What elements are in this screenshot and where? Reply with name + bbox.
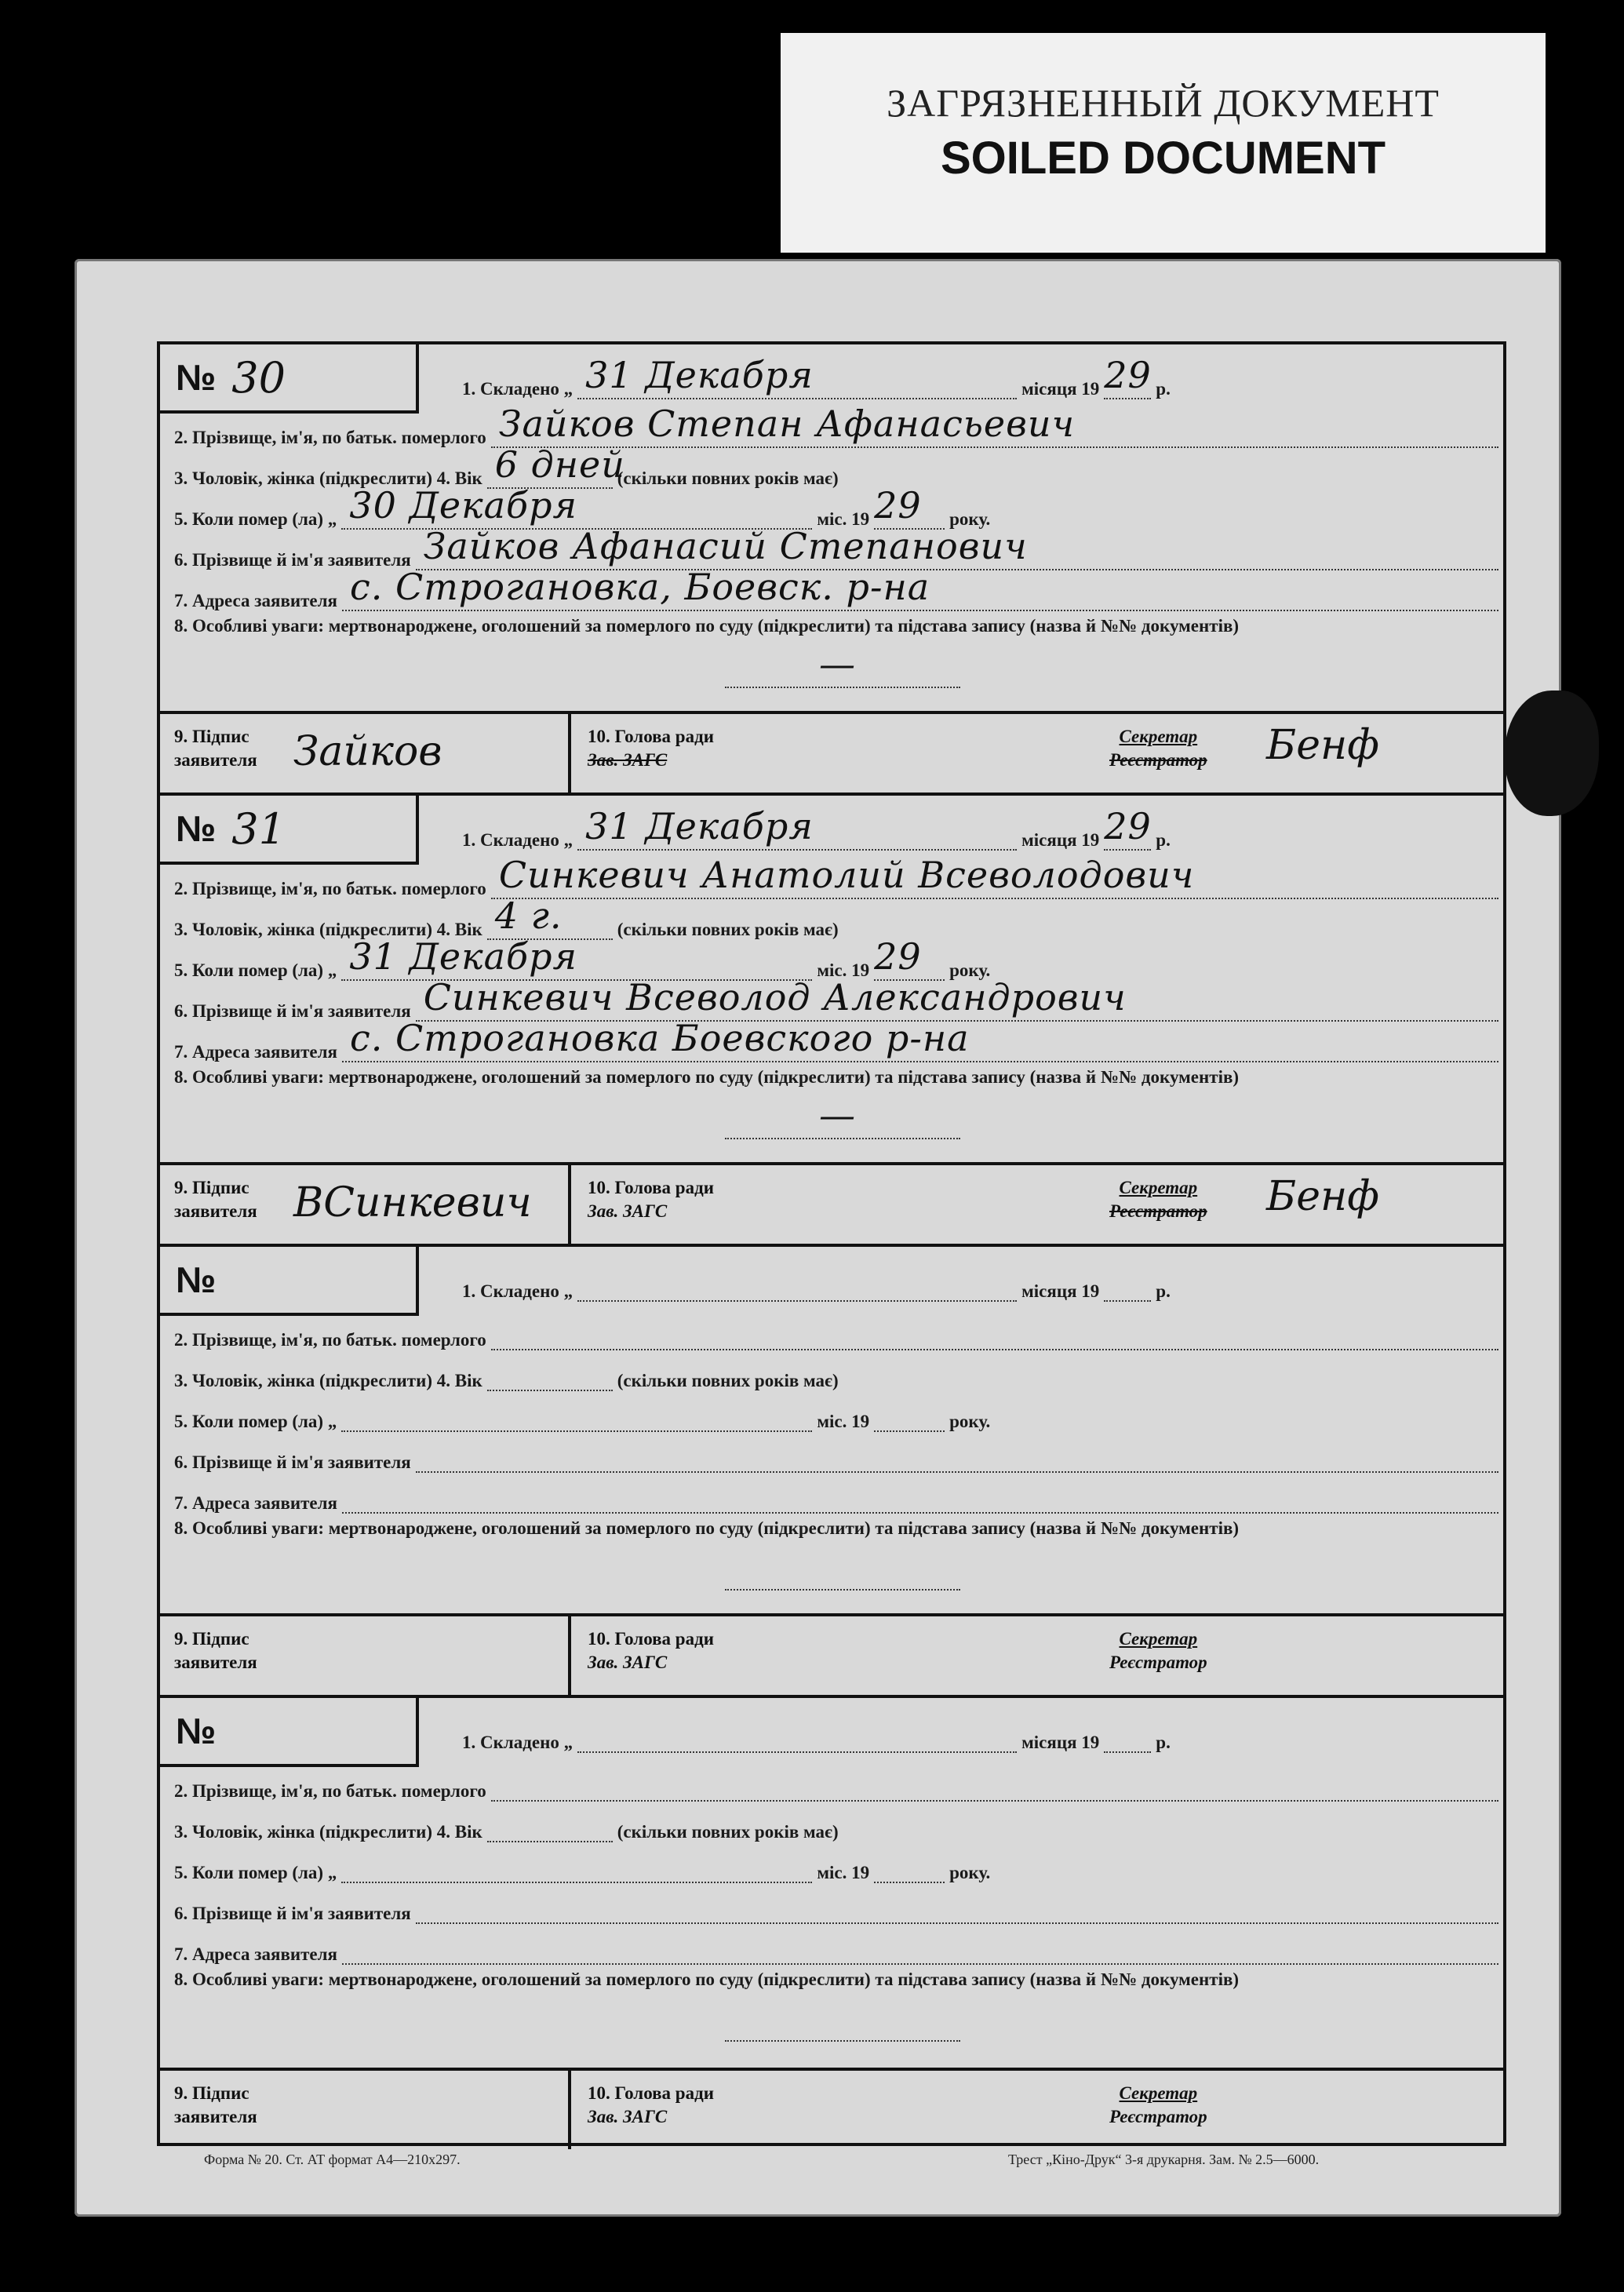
year-suffix: р. <box>1156 830 1171 850</box>
number-sign: № <box>176 357 217 398</box>
death-day: 30 Декабря <box>349 484 577 527</box>
ink-blot <box>1505 691 1599 816</box>
record-number-box <box>160 1698 419 1767</box>
deceased-name: Синкевич Анатолий Всеволодович <box>498 854 1195 896</box>
applicant-address-label: 7. Адреса заявителя <box>174 591 337 610</box>
record-number-box <box>160 344 419 414</box>
composed-day: 31 Декабря <box>585 354 814 396</box>
death-date-label: 5. Коли помер (ла) „ <box>174 509 337 529</box>
composed-year: 29 <box>1104 354 1152 396</box>
applicant-signature-label: 9. Підпис заявителя <box>174 1178 257 1221</box>
gender-age-label: 3. Чоловік, жінка (підкреслити) 4. Вік <box>174 920 482 939</box>
secretary-label: Секретар Реєстратор <box>1109 2083 1207 2126</box>
head-label: 10. Голова ради Зав. ЗАГС <box>588 2083 714 2126</box>
applicant-signature-label: 9. Підпис заявителя <box>174 2083 257 2126</box>
mis-label: міс. 19 <box>817 960 870 980</box>
notes-label: 8. Особливі уваги: мертвонароджене, оголошений за померлого по суду (підкреслити) та підстава запису (назва й №№ документів) <box>174 1518 1240 1538</box>
age-value: 6 дней <box>494 443 625 486</box>
mis-label: міс. 19 <box>817 509 870 529</box>
mis-label: міс. 19 <box>817 1863 870 1882</box>
stamp-text-en: SOILED DOCUMENT <box>940 133 1386 184</box>
head-label: 10. Голова ради Зав. ЗАГС <box>588 1178 714 1221</box>
footer-form-code: Форма № 20. Ст. АТ формат А4—210х297. <box>204 2152 461 2167</box>
applicant-signature-label: 9. Підпис заявителя <box>174 1629 257 1672</box>
signature-row <box>160 1613 1503 1695</box>
secretary-signature: Бенф <box>1266 722 1379 769</box>
applicant-signature-label: 9. Підпис заявителя <box>174 727 257 770</box>
head-label: 10. Голова ради Зав. ЗАГС <box>588 727 714 770</box>
composed-label: 1. Складено „ <box>462 830 573 850</box>
record-number-box <box>160 796 419 865</box>
full-years-label: (скільки повних років має) <box>617 920 839 939</box>
gender-age-label: 3. Чоловік, жінка (підкреслити) 4. Вік <box>174 468 482 488</box>
notes-label: 8. Особливі уваги: мертвонароджене, оголошений за померлого по суду (підкреслити) та підстава запису (назва й №№ документів) <box>174 1970 1240 1989</box>
death-year: 29 <box>874 935 922 978</box>
roku-label: року. <box>949 960 991 980</box>
death-date-label: 5. Коли помер (ла) „ <box>174 960 337 980</box>
applicant-address-label: 7. Адреса заявителя <box>174 1042 337 1062</box>
record-number: 30 <box>231 352 286 403</box>
notes-value: — <box>819 1094 856 1136</box>
death-record <box>160 1247 1503 1698</box>
register-form <box>157 341 1506 2146</box>
surname-label: 2. Прізвище, ім'я, по батьк. померлого <box>174 879 486 898</box>
soiled-document-stamp <box>781 33 1546 253</box>
gender-age-label: 3. Чоловік, жінка (підкреслити) 4. Вік <box>174 1371 482 1390</box>
surname-label: 2. Прізвище, ім'я, по батьк. померлого <box>174 1781 486 1801</box>
signature-row <box>160 2068 1503 2149</box>
month-label: місяця 19 <box>1021 1281 1100 1301</box>
notes-label: 8. Особливі уваги: мертвонароджене, оголошений за померлого по суду (підкреслити) та підстава запису (назва й №№ документів) <box>174 1067 1240 1087</box>
applicant-name: Зайков Афанасий Степанович <box>423 525 1028 567</box>
mis-label: міс. 19 <box>817 1412 870 1431</box>
death-date-label: 5. Коли помер (ла) „ <box>174 1863 337 1882</box>
surname-label: 2. Прізвище, ім'я, по батьк. померлого <box>174 428 486 447</box>
secretary-label: Секретар Реєстратор <box>1109 727 1207 770</box>
full-years-label: (скільки повних років має) <box>617 1371 839 1390</box>
signature-row <box>160 1162 1503 1244</box>
roku-label: року. <box>949 509 991 529</box>
applicant-name-label: 6. Прізвище й ім'я заявителя <box>174 550 411 570</box>
applicant-name: Синкевич Всеволод Александрович <box>423 976 1127 1018</box>
surname-label: 2. Прізвище, ім'я, по батьк. померлого <box>174 1330 486 1350</box>
death-record <box>160 1698 1503 2149</box>
applicant-signature: Зайков <box>293 728 442 775</box>
notes-label: 8. Особливі уваги: мертвонароджене, оголошений за померлого по суду (підкреслити) та підстава запису (назва й №№ документів) <box>174 616 1240 636</box>
record-number-box <box>160 1247 419 1316</box>
secretary-label: Секретар Реєстратор <box>1109 1629 1207 1672</box>
month-label: місяця 19 <box>1021 830 1100 850</box>
applicant-signature: ВСинкевич <box>293 1179 532 1226</box>
death-record <box>160 796 1503 1247</box>
footer-printer: Трест „Кіно-Друк“ 3-я друкарня. Зам. № 2.5—6000. <box>1008 2152 1320 2167</box>
applicant-name-label: 6. Прізвище й ім'я заявителя <box>174 1904 411 1923</box>
number-sign: № <box>176 1259 217 1300</box>
year-suffix: р. <box>1156 1733 1171 1752</box>
full-years-label: (скільки повних років має) <box>617 1822 839 1842</box>
composed-label: 1. Складено „ <box>462 1281 573 1301</box>
stamp-text-ru: ЗАГРЯЗНЕННЫЙ ДОКУМЕНТ <box>887 81 1440 125</box>
applicant-address: с. Строгановка, Боевск. р-на <box>349 566 930 608</box>
number-sign: № <box>176 1711 217 1751</box>
full-years-label: (скільки повних років має) <box>617 468 839 488</box>
age-value: 4 г. <box>494 895 563 937</box>
deceased-name: Зайков Степан Афанасьевич <box>498 403 1076 445</box>
composed-label: 1. Складено „ <box>462 379 573 399</box>
applicant-address-label: 7. Адреса заявителя <box>174 1493 337 1513</box>
record-number: 31 <box>231 803 286 854</box>
death-record <box>160 344 1503 796</box>
roku-label: року. <box>949 1863 991 1882</box>
gender-age-label: 3. Чоловік, жінка (підкреслити) 4. Вік <box>174 1822 482 1842</box>
signature-row <box>160 711 1503 793</box>
composed-day: 31 Декабря <box>585 805 814 847</box>
number-sign: № <box>176 808 217 849</box>
year-suffix: р. <box>1156 1281 1171 1301</box>
head-label: 10. Голова ради Зав. ЗАГС <box>588 1629 714 1672</box>
applicant-name-label: 6. Прізвище й ім'я заявителя <box>174 1001 411 1021</box>
month-label: місяця 19 <box>1021 1733 1100 1752</box>
applicant-address-label: 7. Адреса заявителя <box>174 1944 337 1964</box>
applicant-name-label: 6. Прізвище й ім'я заявителя <box>174 1452 411 1472</box>
year-suffix: р. <box>1156 379 1171 399</box>
death-day: 31 Декабря <box>349 935 577 978</box>
death-year: 29 <box>874 484 922 527</box>
secretary-label: Секретар Реєстратор <box>1109 1178 1207 1221</box>
roku-label: року. <box>949 1412 991 1431</box>
death-date-label: 5. Коли помер (ла) „ <box>174 1412 337 1431</box>
month-label: місяця 19 <box>1021 379 1100 399</box>
applicant-address: с. Строгановка Боевского р-на <box>349 1017 970 1059</box>
secretary-signature: Бенф <box>1266 1173 1379 1220</box>
notes-value: — <box>819 643 856 685</box>
composed-year: 29 <box>1104 805 1152 847</box>
composed-label: 1. Складено „ <box>462 1733 573 1752</box>
